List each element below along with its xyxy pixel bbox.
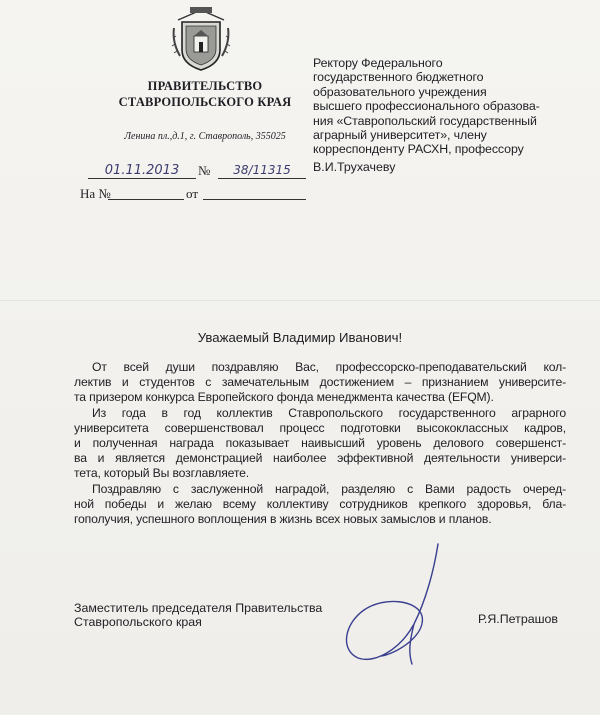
signer-position-line-1: Заместитель председателя Правительства	[74, 601, 323, 615]
organization-name	[60, 78, 350, 110]
paragraph-1	[74, 360, 566, 406]
signer-name: Р.Я.Петрашов	[478, 612, 559, 626]
recipient-line: ния «Ставропольский государственный	[313, 113, 537, 128]
body-line: Из года в год коллектив Ставропольского государственного аграрного	[92, 405, 566, 420]
body-line: От всей души поздравляю Вас, профессорско-преподавательский кол-	[92, 360, 566, 374]
letter-date: 01.11.2013	[88, 163, 196, 179]
recipient-line: высшего профессионального образова-	[313, 99, 540, 114]
body-line: гополучия, успешного воплощения в жизнь всех новых замыслов и планов.	[74, 512, 492, 527]
paragraph-2	[74, 406, 566, 482]
reference-number-label: На №	[80, 186, 111, 201]
handwritten-signature	[330, 540, 470, 670]
reference-date-line	[203, 199, 306, 200]
body-line: ва и является демонстрацией наиболее эффективной деятельности универси-	[74, 451, 566, 466]
recipient-name: В.И.Трухачеву	[313, 160, 396, 174]
body-line: та призером конкурса Европейского фонда менеджмента качества (EFQM).	[74, 390, 494, 405]
letter-number: 38/11315	[218, 163, 306, 179]
recipient-line: аграрный университет», члену	[313, 128, 487, 143]
signer-position-line-2: Ставропольского края	[74, 615, 202, 630]
letter-body	[74, 360, 566, 527]
page-fold	[0, 300, 600, 301]
paragraph-3	[74, 482, 566, 528]
recipient-block	[313, 56, 598, 157]
org-line-2: СТАВРОПОЛЬСКОГО КРАЯ	[118, 95, 292, 109]
body-line: университета совершенствовал процесс подготовки высококлассных кадров,	[74, 420, 566, 435]
org-address: Ленина пл.,д.1, г. Ставрополь, 355025	[124, 131, 286, 142]
signer-position	[74, 601, 322, 630]
body-line: Поздравляю с заслуженной наградой, разделяю с Вами радость очеред-	[92, 481, 566, 496]
recipient-line: корреспонденту РАСХН, профессору	[313, 142, 524, 157]
reference-number-line	[108, 199, 184, 200]
org-line-1: ПРАВИТЕЛЬСТВО	[147, 79, 263, 93]
recipient-line: образовательного учреждения	[313, 84, 487, 99]
body-line: лектив и студентов с замечательным достижением – признанием университе-	[74, 375, 566, 390]
body-line: и полученная награда показывает наивысший уровень делового совершенст-	[74, 436, 566, 451]
letter-number-label: №	[198, 163, 211, 178]
body-line: тета, который Вы возглавляете.	[74, 466, 250, 481]
body-line: ной победы и желаю всему коллективу сотрудников крепкого здоровья, бла-	[74, 496, 566, 511]
recipient-line: Ректору Федерального	[313, 56, 443, 70]
reference-date-label: от	[186, 186, 199, 201]
salutation: Уважаемый Владимир Иванович!	[197, 330, 403, 345]
recipient-line: государственного бюджетного	[313, 70, 484, 85]
coat-of-arms-icon	[170, 6, 232, 72]
